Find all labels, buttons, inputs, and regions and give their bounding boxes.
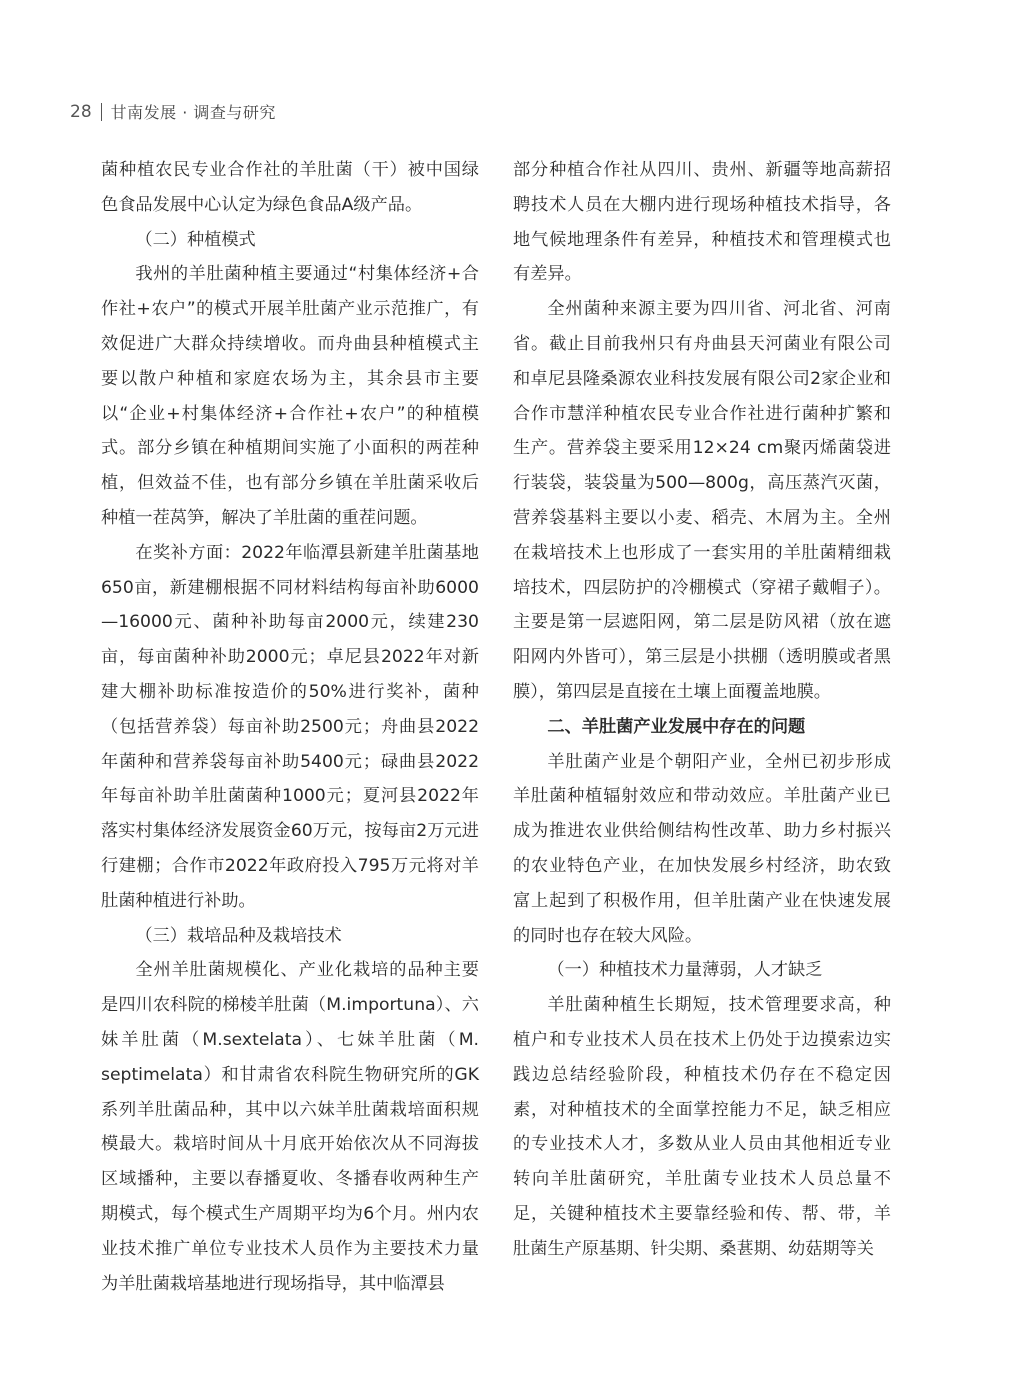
- section-heading: （二）种植模式: [135, 229, 256, 250]
- section-heading: （一）种植技术力量薄弱，人才缺乏: [547, 960, 823, 981]
- paragraph: 部分种植合作社从四川、贵州、新疆等地高薪招聘技术人员在大棚内进行现场种植技术指导，各地气候地理条件有差异，种植技术和管理模式也有差异。: [513, 160, 891, 285]
- section-heading: （三）栽培品种及栽培技术: [135, 925, 342, 946]
- right-column: [513, 153, 891, 1267]
- paragraph: 我州的羊肚菌种植主要通过“村集体经济+合作社+农户”的模式开展羊肚菌产业示范推广，有效促进广大群众持续增收。而舟曲县种植模式主要以散户种植和家庭农场为主，其余县市主要以“企业+村集体经济+合作社+农户”的种植模式。部分乡镇在种植期间实施了小面积的两茬种植，但效益不佳，也有部分乡镇在羊肚菌采收后种植一茬莴笋，解决了羊肚菌的重茬问题。: [101, 264, 479, 528]
- chapter-heading: 二、羊肚菌产业发展中存在的问题: [547, 716, 806, 737]
- page-header: [70, 100, 276, 123]
- paragraph: 全州羊肚菌规模化、产业化栽培的品种主要是四川农科院的梯棱羊肚菌（M.importuna）、六妹羊肚菌（M.sextelata）、七妹羊肚菌（M. septimelata）和甘肃省农科院生物研究所的GK系列羊肚菌品种，其中以六妹羊肚菌栽培面积规模最大。栽培时间从十月底开始依次从不同海拔区域播种，主要以春播夏收、冬播春收两种生产期模式，每个模式生产周期平均为6个月。州内农业技术推广单位专业技术人员作为主要技术力量为羊肚菌栽培基地进行现场指导，其中临潭县: [101, 960, 479, 1294]
- paragraph: 羊肚菌产业是个朝阳产业，全州已初步形成羊肚菌种植辐射效应和带动效应。羊肚菌产业已成为推进农业供给侧结构性改革、助力乡村振兴的农业特色产业，在加快发展乡村经济，助农致富上起到了积极作用，但羊肚菌产业在快速发展的同时也存在较大风险。: [513, 751, 891, 946]
- page-number: 28: [70, 101, 92, 122]
- left-column: [101, 153, 479, 1301]
- paragraph: 在奖补方面：2022年临潭县新建羊肚菌基地650亩，新建棚根据不同材料结构每亩补助6000—16000元、菌种补助每亩2000元，续建230亩，每亩菌种补助2000元；卓尼县2022年对新建大棚补助标准按造价的50%进行奖补，菌种（包括营养袋）每亩补助2500元；舟曲县2022年菌种和营养袋每亩补助5400元；碌曲县2022年每亩补助羊肚菌菌种1000元；夏河县2022年落实村集体经济发展资金60万元，按每亩2万元进行建棚；合作市2022年政府投入795万元将对羊肚菌种植进行补助。: [101, 542, 479, 911]
- paragraph: 羊肚菌种植生长期短，技术管理要求高，种植户和专业技术人员在技术上仍处于边摸索边实践边总结经验阶段，种植技术仍存在不稳定因素，对种植技术的全面掌控能力不足，缺乏相应的专业技术人才，多数从业人员由其他相近专业转向羊肚菌研究，羊肚菌专业技术人员总量不足，关键种植技术主要靠经验和传、帮、带，羊肚菌生产原基期、针尖期、桑葚期、幼菇期等关: [513, 995, 891, 1259]
- paragraph: 全州菌种来源主要为四川省、河北省、河南省。截止目前我州只有舟曲县天河菌业有限公司和卓尼县隆桑源农业科技发展有限公司2家企业和合作市慧洋种植农民专业合作社进行菌种扩繁和生产。营养袋主要采用12×24 cm聚丙烯菌袋进行装袋，装袋量为500—800g，高压蒸汽灭菌，营养袋基料主要以小麦、稻壳、木屑为主。全州在栽培技术上也形成了一套实用的羊肚菌精细栽培技术，四层防护的冷棚模式（穿裙子戴帽子）。主要是第一层遮阳网，第二层是防风裙（放在遮阳网内外皆可），第三层是小拱棚（透明膜或者黑膜），第四层是直接在土壤上面覆盖地膜。: [513, 299, 891, 702]
- journal-title: 甘南发展 · 调查与研究: [110, 103, 276, 122]
- paragraph: 菌种植农民专业合作社的羊肚菌（干）被中国绿色食品发展中心认定为绿色食品A级产品。: [101, 160, 479, 215]
- header-divider: [101, 103, 102, 121]
